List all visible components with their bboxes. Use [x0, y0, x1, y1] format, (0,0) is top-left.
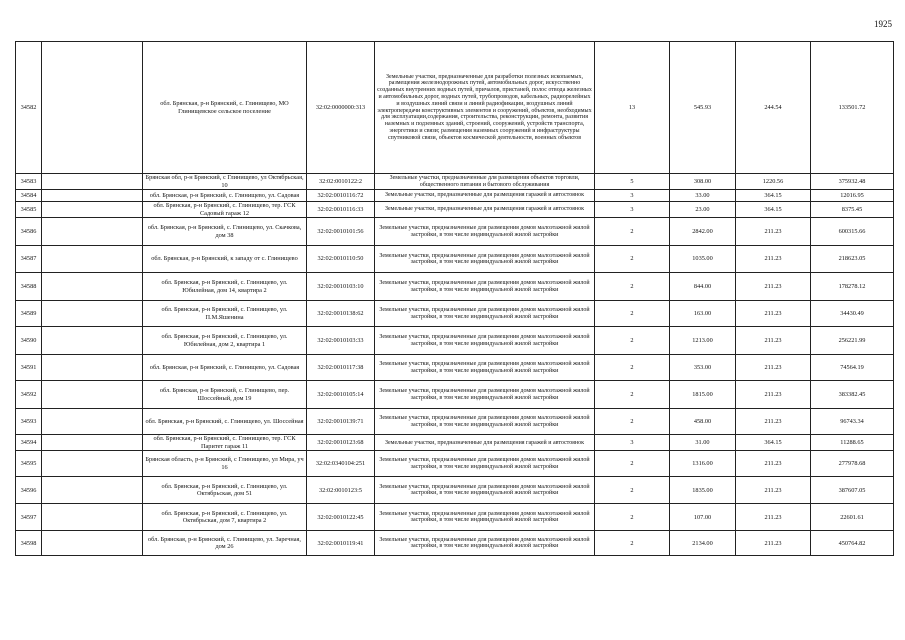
cadastral-value-cell: 34430.49 [811, 301, 894, 327]
category-cell: 2 [595, 409, 670, 435]
address-cell: обл. Брянская, р-н Брянский, к западу от с. Глинищево [143, 246, 307, 273]
cadastral-number-cell: 32:02:0010122:2 [307, 174, 375, 190]
cadastral-value-cell: 11288.65 [811, 435, 894, 451]
cadastral-number-cell: 32:02:0010139:71 [307, 409, 375, 435]
table-row [16, 273, 894, 301]
table-row [16, 435, 894, 451]
address-cell: Брянская область, р-н Брянский, с Глинищево, ул Мира, уч 16 [143, 451, 307, 477]
area-cell: 1213.00 [670, 327, 736, 355]
rate-cell: 211.23 [736, 301, 811, 327]
empty-cell [42, 218, 143, 246]
land-use-cell: Земельные участки, предназначенные для размещения домов малоэтажной жилой застройки, в том числе индивидуальной жилой застройки [375, 355, 595, 381]
land-use-cell: Земельные участки, предназначенные для размещения гаражей и автостоянок [375, 202, 595, 218]
cadastral-value-cell: 133501.72 [811, 42, 894, 174]
rate-cell: 211.23 [736, 327, 811, 355]
row-number: 34584 [16, 190, 42, 202]
empty-cell [42, 381, 143, 409]
empty-cell [42, 327, 143, 355]
area-cell: 163.00 [670, 301, 736, 327]
row-number: 34598 [16, 531, 42, 556]
empty-cell [42, 190, 143, 202]
category-cell: 2 [595, 301, 670, 327]
row-number: 34589 [16, 301, 42, 327]
table-row [16, 381, 894, 409]
area-cell: 545.93 [670, 42, 736, 174]
cadastral-number-cell: 32:02:0340104:251 [307, 451, 375, 477]
land-use-cell: Земельные участки, предназначенные для размещения домов малоэтажной жилой застройки, в том числе индивидуальной жилой застройки [375, 246, 595, 273]
area-cell: 31.00 [670, 435, 736, 451]
land-use-cell: Земельные участки, предназначенные для размещения домов малоэтажной жилой застройки, в том числе индивидуальной жилой застройки [375, 477, 595, 504]
empty-cell [42, 355, 143, 381]
cadastral-number-cell: 32:02:0010105:14 [307, 381, 375, 409]
empty-cell [42, 477, 143, 504]
address-cell: обл. Брянская, р-н Брянский, с. Глинищево, ул. Скачкова, дом 38 [143, 218, 307, 246]
empty-cell [42, 246, 143, 273]
rate-cell: 364.15 [736, 202, 811, 218]
row-number: 34583 [16, 174, 42, 190]
category-cell: 2 [595, 327, 670, 355]
area-cell: 107.00 [670, 504, 736, 531]
row-number: 34596 [16, 477, 42, 504]
land-use-cell: Земельные участки, предназначенные для размещения домов малоэтажной жилой застройки, в том числе индивидуальной жилой застройки [375, 381, 595, 409]
table-row [16, 246, 894, 273]
category-cell: 13 [595, 42, 670, 174]
address-cell: обл. Брянская, р-н Брянский, с. Глинищево, ул. Октябрьская, дом 7, квартира 2 [143, 504, 307, 531]
land-use-cell: Земельные участки, предназначенные для размещения домов малоэтажной жилой застройки, в том числе индивидуальной жилой застройки [375, 218, 595, 246]
table-row [16, 327, 894, 355]
cadastral-number-cell: 32:02:0010110:50 [307, 246, 375, 273]
address-cell: обл. Брянская, р-н Брянский, с. Глинищево, тер. ГСК Паритет гараж 11 [143, 435, 307, 451]
address-cell: Брянская обл, р-н Брянский, с Глинищево, ул Октябрьская, 10 [143, 174, 307, 190]
area-cell: 844.00 [670, 273, 736, 301]
category-cell: 2 [595, 531, 670, 556]
category-cell: 3 [595, 202, 670, 218]
row-number: 34591 [16, 355, 42, 381]
cadastral-value-cell: 178278.12 [811, 273, 894, 301]
empty-cell [42, 273, 143, 301]
cadastral-number-cell: 32:02:0010138:62 [307, 301, 375, 327]
table-row [16, 477, 894, 504]
rate-cell: 211.23 [736, 409, 811, 435]
category-cell: 2 [595, 381, 670, 409]
row-number: 34587 [16, 246, 42, 273]
table-row [16, 190, 894, 202]
area-cell: 2842.00 [670, 218, 736, 246]
rate-cell: 211.23 [736, 531, 811, 556]
rate-cell: 1220.56 [736, 174, 811, 190]
area-cell: 2134.00 [670, 531, 736, 556]
empty-cell [42, 435, 143, 451]
row-number: 34597 [16, 504, 42, 531]
rate-cell: 211.23 [736, 477, 811, 504]
area-cell: 353.00 [670, 355, 736, 381]
table-row [16, 531, 894, 556]
rate-cell: 211.23 [736, 246, 811, 273]
rate-cell: 364.15 [736, 435, 811, 451]
category-cell: 3 [595, 190, 670, 202]
address-cell: обл. Брянская, р-н Брянский, с. Глинищево, МО Глинищевское сельское поселение [143, 42, 307, 174]
address-cell: обл. Брянская, р-н Брянский, с. Глинищево, ул. Юбилейная, дом 14, квартира 2 [143, 273, 307, 301]
table-row [16, 202, 894, 218]
rate-cell: 244.54 [736, 42, 811, 174]
category-cell: 2 [595, 355, 670, 381]
cadastral-number-cell: 32:02:0010123:68 [307, 435, 375, 451]
row-number: 34595 [16, 451, 42, 477]
cadastral-number-cell: 32:02:0010116:72 [307, 190, 375, 202]
table-row [16, 504, 894, 531]
address-cell: обл. Брянская, р-н Брянский, с. Глинищево, ул. Садовая [143, 355, 307, 381]
area-cell: 1316.00 [670, 451, 736, 477]
land-use-cell: Земельные участки, предназначенные для размещения домов малоэтажной жилой застройки, в том числе индивидуальной жилой застройки [375, 327, 595, 355]
cadastral-value-cell: 96743.34 [811, 409, 894, 435]
cadastral-number-cell: 32:02:0010103:10 [307, 273, 375, 301]
table-row [16, 451, 894, 477]
empty-cell [42, 202, 143, 218]
empty-cell [42, 451, 143, 477]
area-cell: 33.00 [670, 190, 736, 202]
cadastral-value-cell: 277978.68 [811, 451, 894, 477]
land-registry-table [15, 41, 894, 556]
table-body [16, 42, 894, 556]
land-use-cell: Земельные участки, предназначенные для размещения домов малоэтажной жилой застройки, в том числе индивидуальной жилой застройки [375, 451, 595, 477]
cadastral-value-cell: 256221.99 [811, 327, 894, 355]
area-cell: 308.00 [670, 174, 736, 190]
address-cell: обл. Брянская, р-н Брянский, с. Глинищево, ул. Шоссейная [143, 409, 307, 435]
cadastral-number-cell: 32:02:0000000:313 [307, 42, 375, 174]
land-use-cell: Земельные участки, предназначенные для размещения домов малоэтажной жилой застройки, в том числе индивидуальной жилой застройки [375, 409, 595, 435]
empty-cell [42, 174, 143, 190]
row-number: 34594 [16, 435, 42, 451]
category-cell: 3 [595, 435, 670, 451]
rate-cell: 364.15 [736, 190, 811, 202]
address-cell: обл. Брянская, р-н Брянский, с. Глинищево, ул. Заречная, дом 26 [143, 531, 307, 556]
land-use-cell: Земельные участки, предназначенные для размещения объектов торговли, общественного питания и бытового обслуживания [375, 174, 595, 190]
cadastral-number-cell: 32:02:0010101:56 [307, 218, 375, 246]
address-cell: обл. Брянская, р-н Брянский, с. Глинищево, ул. Юбилейная, дом 2, квартира 1 [143, 327, 307, 355]
empty-cell [42, 301, 143, 327]
address-cell: обл. Брянская, р-н Брянский, с. Глинищево, пер. Шоссейный, дом 19 [143, 381, 307, 409]
cadastral-value-cell: 218623.05 [811, 246, 894, 273]
area-cell: 1835.00 [670, 477, 736, 504]
table-row [16, 355, 894, 381]
cadastral-value-cell: 387607.05 [811, 477, 894, 504]
land-use-cell: Земельные участки, предназначенные для размещения гаражей и автостоянок [375, 190, 595, 202]
cadastral-value-cell: 12016.95 [811, 190, 894, 202]
table-row [16, 218, 894, 246]
rate-cell: 211.23 [736, 218, 811, 246]
land-use-cell: Земельные участки, предназначенные для размещения домов малоэтажной жилой застройки, в том числе индивидуальной жилой застройки [375, 504, 595, 531]
land-use-cell: Земельные участки, предназначенные для размещения домов малоэтажной жилой застройки, в том числе индивидуальной жилой застройки [375, 273, 595, 301]
row-number: 34582 [16, 42, 42, 174]
land-use-cell: Земельные участки, предназначенные для размещения домов малоэтажной жилой застройки, в том числе индивидуальной жилой застройки [375, 531, 595, 556]
row-number: 34588 [16, 273, 42, 301]
cadastral-value-cell: 375932.48 [811, 174, 894, 190]
cadastral-value-cell: 450764.82 [811, 531, 894, 556]
area-cell: 1815.00 [670, 381, 736, 409]
area-cell: 1035.00 [670, 246, 736, 273]
area-cell: 458.00 [670, 409, 736, 435]
land-use-cell: Земельные участки, предназначенные для разработки полезных ископаемых, размещения железнодорожных путей, автомобильных дорог, искусственно созданных внутренних водных путей, причалов, пристаней, полос отвода железных и автомобильных дорог, водных путей, трубопроводов, кабельных, радиорелейных и воздушных линий связи и линий радиофикации, воздушных линий электропередачи конструктивных элементов и сооружений, объектов, необходимых для эксплуатации,содержания, строительства, реконструкции, ремонта, развития наземных и подземных зданий, строений, сооружений, устройств транспорта, энергетики и связи; размещения наземных сооружений и инфраструктуры спутниковой связи, объектов космической деятельности, военных объектов [375, 42, 595, 174]
category-cell: 2 [595, 273, 670, 301]
empty-cell [42, 409, 143, 435]
category-cell: 2 [595, 246, 670, 273]
cadastral-number-cell: 32:02:0010122:45 [307, 504, 375, 531]
row-number: 34586 [16, 218, 42, 246]
page-number: 1925 [874, 19, 892, 29]
row-number: 34590 [16, 327, 42, 355]
category-cell: 2 [595, 477, 670, 504]
category-cell: 5 [595, 174, 670, 190]
address-cell: обл. Брянская, р-н Брянский, с. Глинищево, ул. Октябрьская, дом 51 [143, 477, 307, 504]
cadastral-value-cell: 22601.61 [811, 504, 894, 531]
rate-cell: 211.23 [736, 381, 811, 409]
rate-cell: 211.23 [736, 273, 811, 301]
cadastral-number-cell: 32:02:0010116:33 [307, 202, 375, 218]
rate-cell: 211.23 [736, 504, 811, 531]
address-cell: обл. Брянская, р-н Брянский, с. Глинищево, тер. ГСК Садовый гараж 12 [143, 202, 307, 218]
land-use-cell: Земельные участки, предназначенные для размещения домов малоэтажной жилой застройки, в том числе индивидуальной жилой застройки [375, 301, 595, 327]
category-cell: 2 [595, 218, 670, 246]
cadastral-number-cell: 32:02:0010119:41 [307, 531, 375, 556]
row-number: 34585 [16, 202, 42, 218]
category-cell: 2 [595, 504, 670, 531]
address-cell: обл. Брянская, р-н Брянский, с. Глинищево, ул. Садовая [143, 190, 307, 202]
empty-cell [42, 42, 143, 174]
area-cell: 23.00 [670, 202, 736, 218]
category-cell: 2 [595, 451, 670, 477]
cadastral-number-cell: 32:02:0010123:5 [307, 477, 375, 504]
empty-cell [42, 504, 143, 531]
land-use-cell: Земельные участки, предназначенные для размещения гаражей и автостоянок [375, 435, 595, 451]
cadastral-value-cell: 74564.19 [811, 355, 894, 381]
empty-cell [42, 531, 143, 556]
row-number: 34592 [16, 381, 42, 409]
cadastral-number-cell: 32:02:0010103:33 [307, 327, 375, 355]
table-row [16, 174, 894, 190]
rate-cell: 211.23 [736, 355, 811, 381]
table-row [16, 42, 894, 174]
cadastral-value-cell: 383382.45 [811, 381, 894, 409]
rate-cell: 211.23 [736, 451, 811, 477]
row-number: 34593 [16, 409, 42, 435]
cadastral-value-cell: 8375.45 [811, 202, 894, 218]
table-row [16, 409, 894, 435]
address-cell: обл. Брянская, р-н Брянский, с. Глинищево, ул. П.М.Яшенина [143, 301, 307, 327]
table-row [16, 301, 894, 327]
cadastral-number-cell: 32:02:0010117:38 [307, 355, 375, 381]
cadastral-value-cell: 600315.66 [811, 218, 894, 246]
